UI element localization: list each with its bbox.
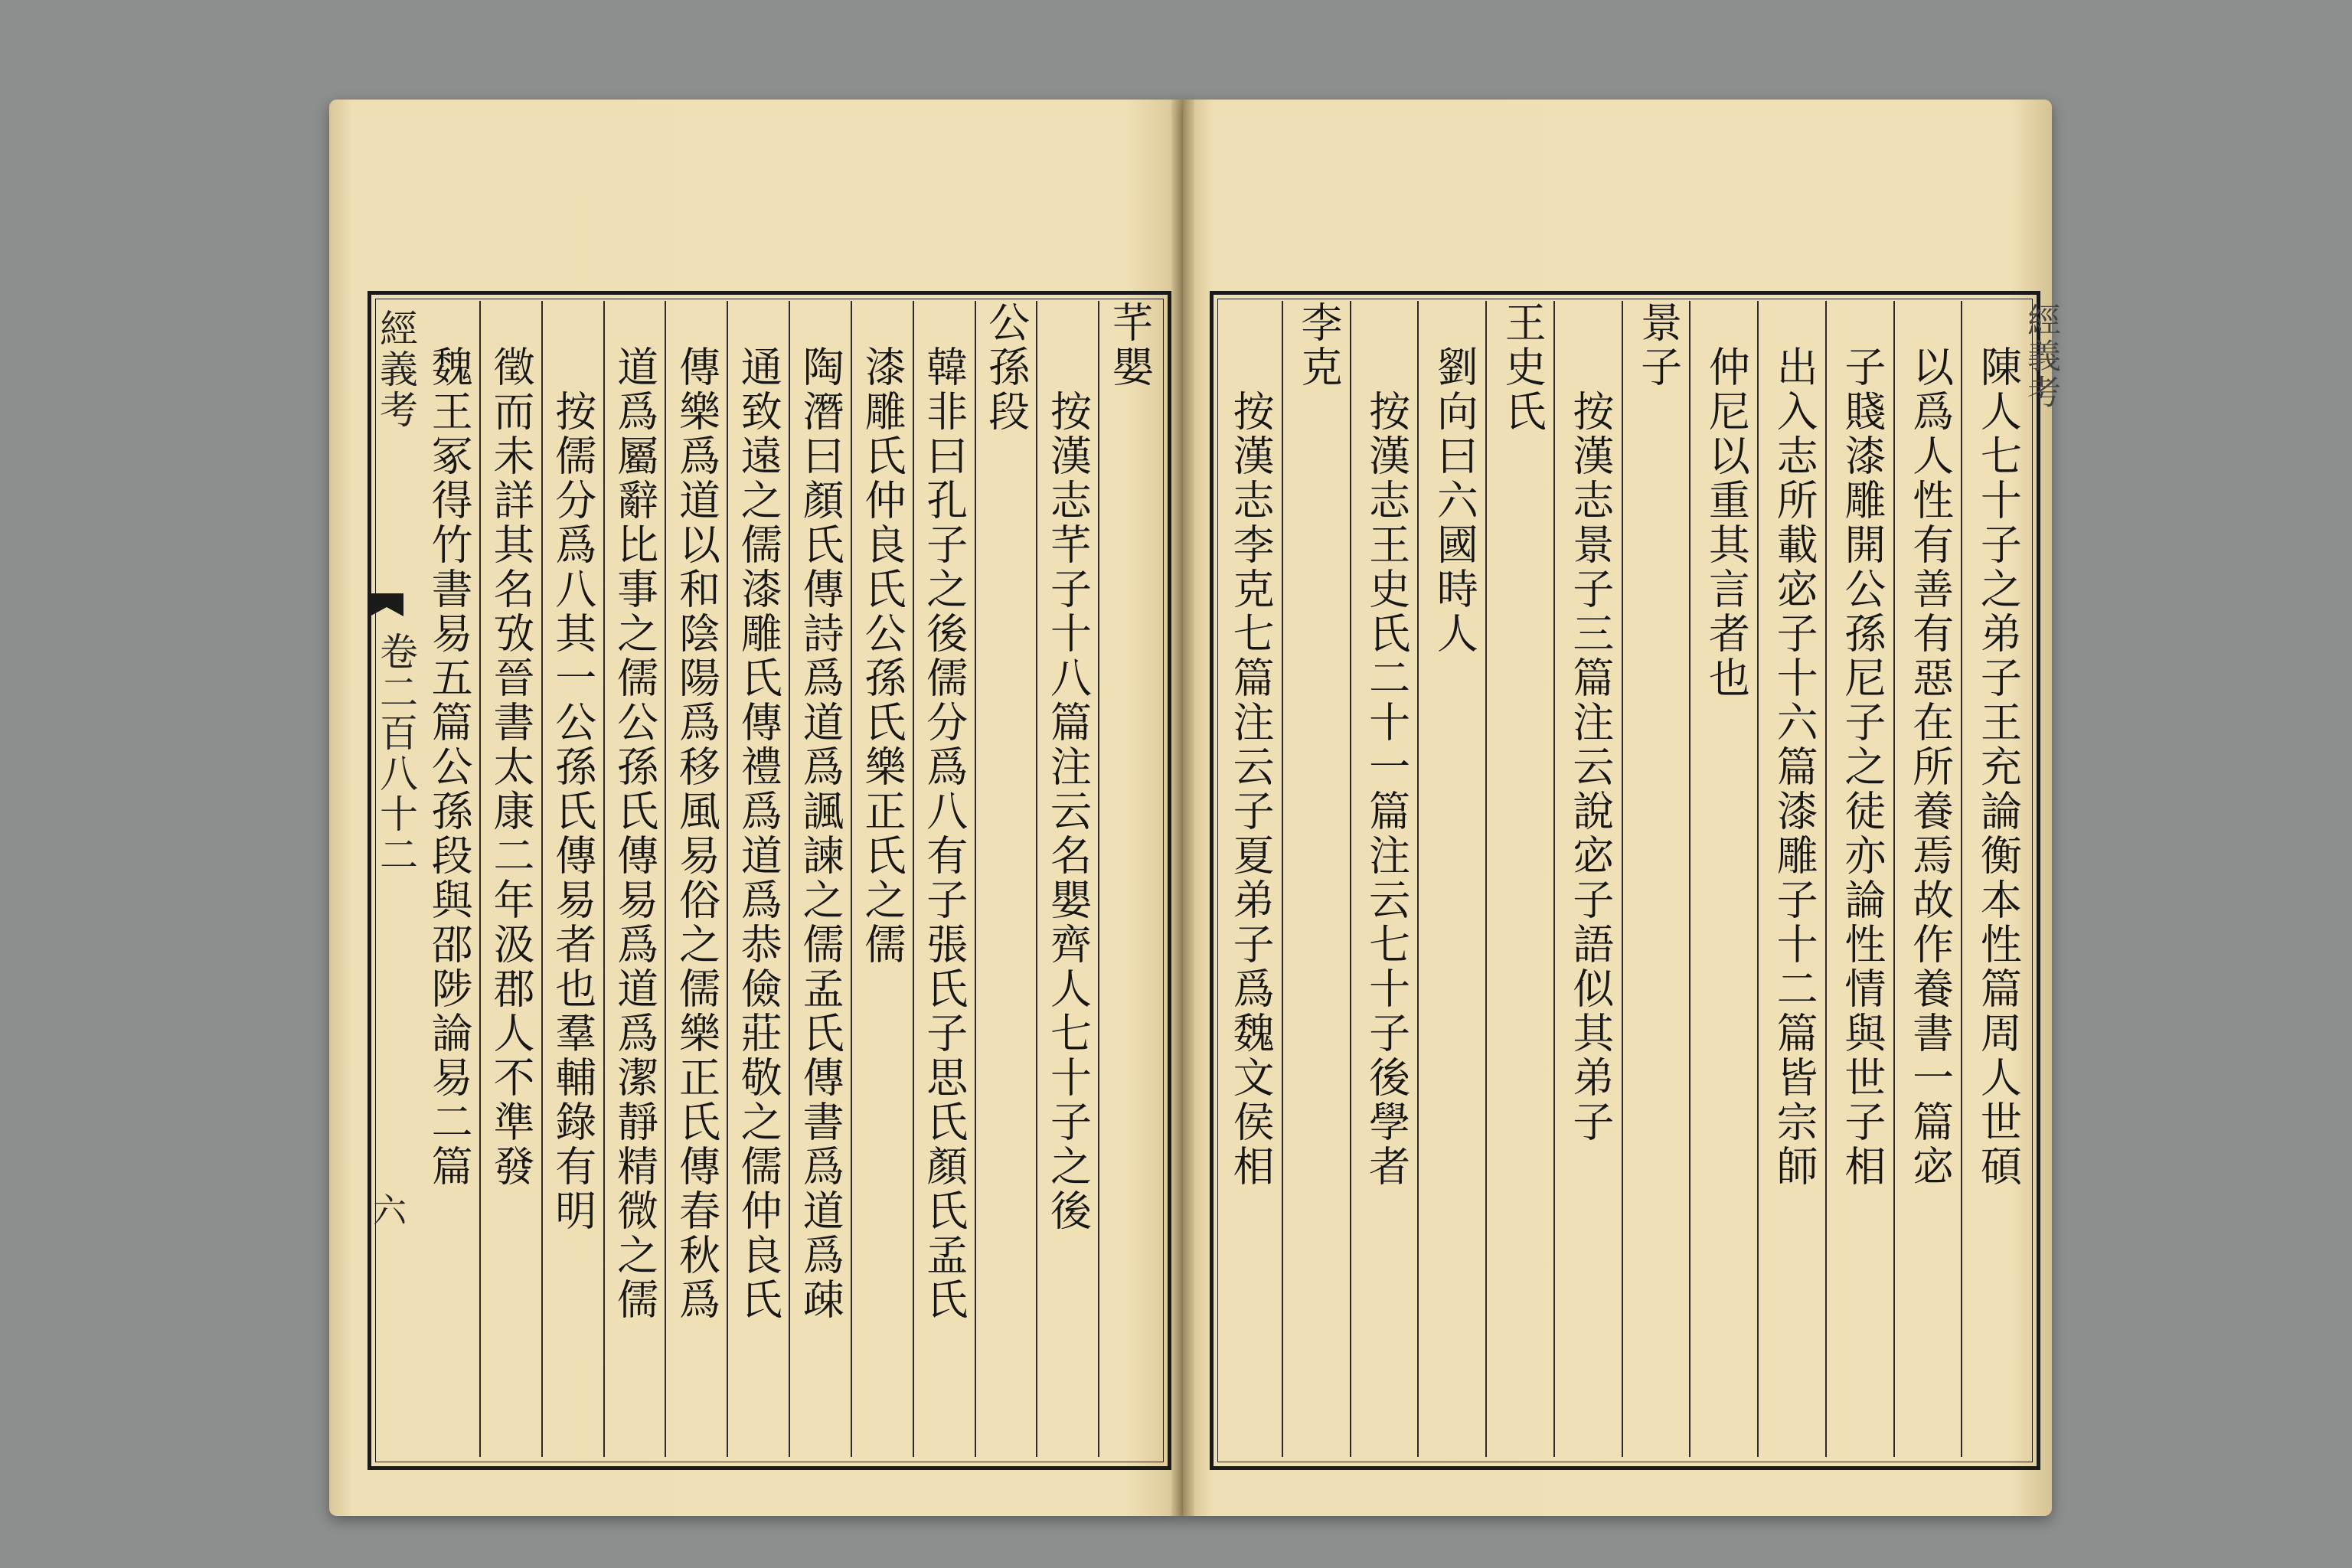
left-text-column-rule (1098, 301, 1099, 1457)
right-text-column: 王史氏 (1498, 301, 1547, 434)
right-text-column-rule (1485, 301, 1487, 1457)
fish-tail-mark (370, 593, 403, 616)
left-text-column: 傳樂爲道以和陰陽爲移風易俗之儒樂正氏傳春秋爲 (672, 301, 721, 1322)
left-page (329, 100, 1183, 1516)
right-text-column: 劉向曰六國時人 (1430, 301, 1479, 656)
right-text-column-rule (1825, 301, 1827, 1457)
left-margin-title: 經義考 (374, 309, 418, 430)
left-text-frame (368, 291, 1171, 1470)
right-text-column-rule (1961, 301, 1962, 1457)
right-text-column: 按漢志王史氏二十一篇注云七十子後學者 (1362, 301, 1411, 1189)
left-text-column: 芊嬰 (1106, 301, 1155, 390)
right-text-column-rule (1757, 301, 1759, 1457)
open-book (329, 100, 2060, 1516)
right-text-column-rule (1350, 301, 1351, 1457)
left-text-column-rule (665, 301, 666, 1457)
right-page (1183, 100, 2060, 1516)
left-text-column-rule (727, 301, 728, 1457)
right-text-column: 以爲人性有善有惡在所養焉故作養書一篇宓 (1906, 301, 1955, 1189)
right-text-column-rule (1893, 301, 1895, 1457)
left-text-column: 陶潛曰顏氏傳詩爲道爲諷諫之儒孟氏傳書爲道爲疎 (796, 301, 845, 1322)
right-text-column: 景子 (1634, 301, 1683, 390)
left-text-column-rule (479, 301, 481, 1457)
left-margin-volume: 卷二百八十二 (374, 632, 418, 875)
left-text-column-rule (913, 301, 914, 1457)
left-text-column: 按漢志芊子十八篇注云名嬰齊人七十子之後 (1044, 301, 1093, 1233)
right-text-column: 李克 (1294, 301, 1343, 390)
left-text-column-rule (603, 301, 605, 1457)
right-text-column-rule (1689, 301, 1690, 1457)
book-gutter (1171, 100, 1194, 1516)
left-text-column-rule (541, 301, 543, 1457)
right-text-frame (1210, 291, 2040, 1470)
right-text-column: 子賤漆雕開公孫尼子之徒亦論性情與世子相 (1838, 301, 1886, 1189)
left-text-column-rule (789, 301, 790, 1457)
right-text-column: 仲尼以重其言者也 (1702, 301, 1751, 701)
left-text-column: 公孫段 (982, 301, 1031, 434)
right-text-column: 出入志所載宓子十六篇漆雕子十二篇皆宗師 (1770, 301, 1819, 1189)
right-text-column-rule (1282, 301, 1283, 1457)
right-margin-title: 經義考 (2021, 302, 2060, 410)
left-text-column: 韓非曰孔子之後儒分爲八有子張氏子思氏顏氏孟氏 (920, 301, 969, 1322)
left-text-column: 魏王冢得竹書易五篇公孫段與邵陟論易二篇 (425, 301, 474, 1189)
right-text-column: 陳人七十子之弟子王充論衡本性篇周人世碩 (1974, 301, 2023, 1189)
left-text-column: 通致遠之儒漆雕氏傳禮爲道爲恭儉莊敬之儒仲良氏 (734, 301, 783, 1322)
right-text-column-rule (1553, 301, 1555, 1457)
right-text-column: 按漢志李克七篇注云子夏弟子爲魏文侯相 (1227, 301, 1276, 1189)
left-text-column: 徵而未詳其名攷晉書太康二年汲郡人不準發 (486, 301, 535, 1189)
left-text-column-rule (975, 301, 976, 1457)
left-text-column: 漆雕氏仲良氏公孫氏樂正氏之儒 (858, 301, 906, 967)
left-page-number: 六 (373, 1191, 407, 1230)
left-text-column: 按儒分爲八其一公孫氏傳易者也羣輔錄有明 (548, 301, 597, 1233)
left-text-column-rule (851, 301, 852, 1457)
right-text-column-rule (1417, 301, 1419, 1457)
left-text-column-rule (1036, 301, 1037, 1457)
right-text-column-rule (1622, 301, 1623, 1457)
left-text-column: 道爲屬辭比事之儒公孫氏傳易爲道爲潔靜精微之儒 (610, 301, 659, 1322)
right-text-column: 按漢志景子三篇注云說宓子語似其弟子 (1566, 301, 1615, 1145)
